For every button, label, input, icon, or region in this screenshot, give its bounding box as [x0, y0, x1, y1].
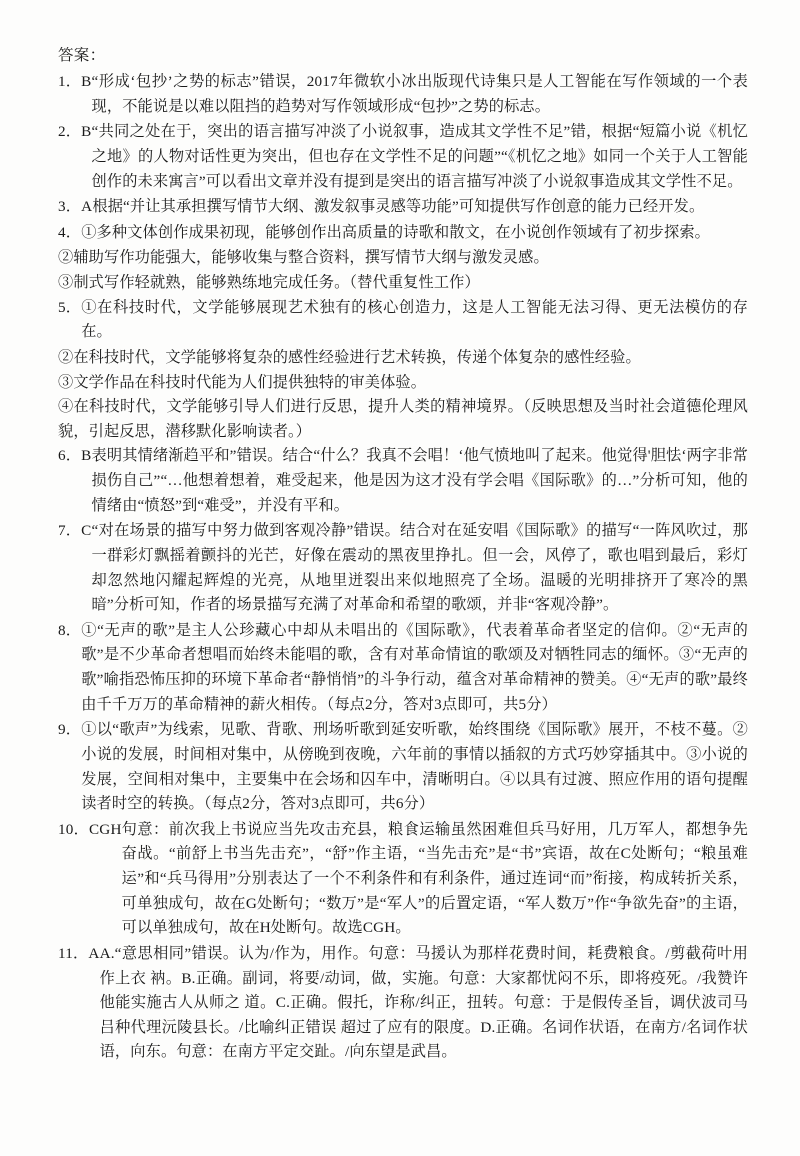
- answer-item: [58, 718, 748, 817]
- answer-subline: ④在科技时代，文学能够引导人们进行反思，提升人类的精神境界。（反映思想及当时社会道德伦理风貌，引起反思，潜移默化影响读者。）: [58, 398, 748, 440]
- answer-number: 11．A: [58, 944, 100, 962]
- answer-item: [58, 195, 748, 220]
- answer-number: 3．A: [58, 198, 93, 216]
- answer-number: 4．: [58, 223, 82, 241]
- answer-item: [58, 818, 748, 941]
- answer-item: [58, 296, 748, 345]
- answer-number: 9．: [58, 721, 82, 739]
- answer-text: 根据“并让其承担撰写情节大纲、激发叙事灵感等功能”可知提供写作创意的能力已经开发。: [92, 198, 705, 216]
- answer-item: [58, 444, 748, 518]
- answer-text: ①“无声的歌”是主人公珍藏心中却从未唱出的《国际歌》，代表着革命者坚定的信仰。②“无声的歌”是不少革命者想唱而始终未能唱的歌，含有对革命情谊的歌颂及对牺牲同志的缅怀。③“无声的歌”喻指恐怖压抑的环境下革命者“静悄悄”的斗争行动，蕴含对革命精神的赞美。④“无声的歌”最终由千千万万的革命精神的薪火相传。（每点2分，答对3点即可，共5分）: [81, 621, 748, 713]
- answer-item: [58, 70, 748, 119]
- answer-item: [58, 619, 748, 718]
- answer-number: 8．: [58, 621, 82, 639]
- answer-subline: ③文学作品在科技时代能为人们提供独特的审美体验。: [58, 373, 427, 391]
- answer-text: A.“意思相同”错误。认为/作为，用作。句意：马援认为那样花费时间，耗费粮食。/剪截荷叶用作上衣 衲。B.正确。副词，将要/动词，做，实施。句意：大家都忧闷不乐，即将疫死。/我赞许他能实施古人从师之 道。C.正确。假托，诈称/纠正，扭转。句意：于是假传圣旨，调伏波司马吕种代理沅陵县长。/比喻纠正错误 超过了应有的限度。D.正确。名词作状语，在南方/名词作状语，向东。句意：在南方平定交趾。/向东望是武昌。: [99, 944, 748, 1061]
- answer-number: 2．B: [58, 123, 92, 141]
- answer-text: “形成‘包抄’之势的标志”错误，2017年微软小冰出版现代诗集只是人工智能在写作领域的一个表现，不能说是以难以阻挡的趋势对写作领域形成“包抄”之势的标志。: [91, 73, 748, 115]
- answer-number: 7．C: [58, 522, 92, 540]
- answer-subline: ③制式写作轻就熟，能够熟练地完成任务。（替代重复性工作）: [58, 274, 480, 292]
- answer-text: ①在科技时代，文学能够展现艺术独有的核心创造力，这是人工智能无法习得、更无法模仿的存在。: [81, 298, 748, 341]
- answer-item: [58, 120, 748, 194]
- answer-item: [58, 942, 748, 1065]
- answer-subline: ②在科技时代，文学能够将复杂的感性经验进行艺术转换，传递个体复杂的感性经验。: [58, 348, 641, 366]
- page-title: 答案：: [58, 47, 106, 64]
- answer-subline: ②辅助写作功能强大，能够收集与整合资料，撰写情节大纲与激发灵感。: [58, 249, 549, 267]
- answer-list: [58, 70, 748, 1065]
- answer-item: [58, 221, 748, 246]
- answer-number: 10．CGH: [58, 820, 122, 838]
- answer-text: 表明其情绪渐趋平和”错误。结合“什么？我真不会唱！‘他气愤地叫了起来。他觉得'胆怯‘两字非常损伤自己”“…他想着想着，难受起来，他是因为这才没有学会唱《国际歌》的…”分析可知，他的情绪由“愤怒”到“难受”，并没有平和。: [91, 447, 748, 514]
- answer-text: “共同之处在于，突出的语言描写冲淡了小说叙事，造成其文学性不足”错，根据“短篇小说《机忆之地》的人物对话性更为突出，但也存在文学性不足的问题”“《机忆之地》如同一个关于人工智能创作的未来寓言”可以看出文章并没有提到是突出的语言描写冲淡了小说叙事造成其文学性不足。: [91, 123, 748, 190]
- answer-text: “对在场景的描写中努力做到客观冷静”错误。结合对在延安唱《国际歌》的描写“一阵风吹过，那一群彩灯飘摇着颤抖的光芒，好像在震动的黑夜里挣扎。但一会，风停了，歌也唱到最后，彩灯却忽然地闪耀起辉煌的光亮，从地里迸裂出来似地照亮了全场。温暖的光明排挤开了寒冷的黑暗”分析可知，作者的场景描写充满了对革命和希望的歌颂，并非“客观冷静”。: [91, 522, 748, 614]
- answer-number: 6．B: [58, 447, 92, 465]
- answer-text: ①以“歌声”为线索，见歌、背歌、刑场听歌到延安听歌，始终围绕《国际歌》展开，不枝不蔓。②小说的发展，时间相对集中，从傍晚到夜晚，六年前的事情以插叙的方式巧妙穿插其中。③小说的发展，空间相对集中，主要集中在会场和囚车中，清晰明白。④以具有过渡、照应作用的语句提醒读者时空的转换。（每点2分，答对3点即可，共6分）: [81, 721, 748, 813]
- answer-number: 1．B: [58, 73, 92, 91]
- answer-text: ①多种文体创作成果初现，能够创作出高质量的诗歌和散文，在小说创作领域有了初步探索。: [81, 223, 711, 241]
- answer-number: 5．: [58, 298, 82, 316]
- answer-text: 句意：前次我上书说应当先攻击充县，粮食运输虽然困难但兵马好用，几万军人，都想争先奋战。“前舒上书当先击充”，“舒”作主语，“当先击充”是“书”宾语，故在C处断句；“粮虽难运”和“兵马得用”分别表达了一个不利条件和有利条件，通过连词“而”衔接，构成转折关系，可单独成句，故在G处断句；“数万”是“军人”的后置定语，“军人数万”作“争欲先奋”的主语，可以单独成句，故在H处断句。故选CGH。: [121, 820, 748, 937]
- answer-item: [58, 519, 748, 618]
